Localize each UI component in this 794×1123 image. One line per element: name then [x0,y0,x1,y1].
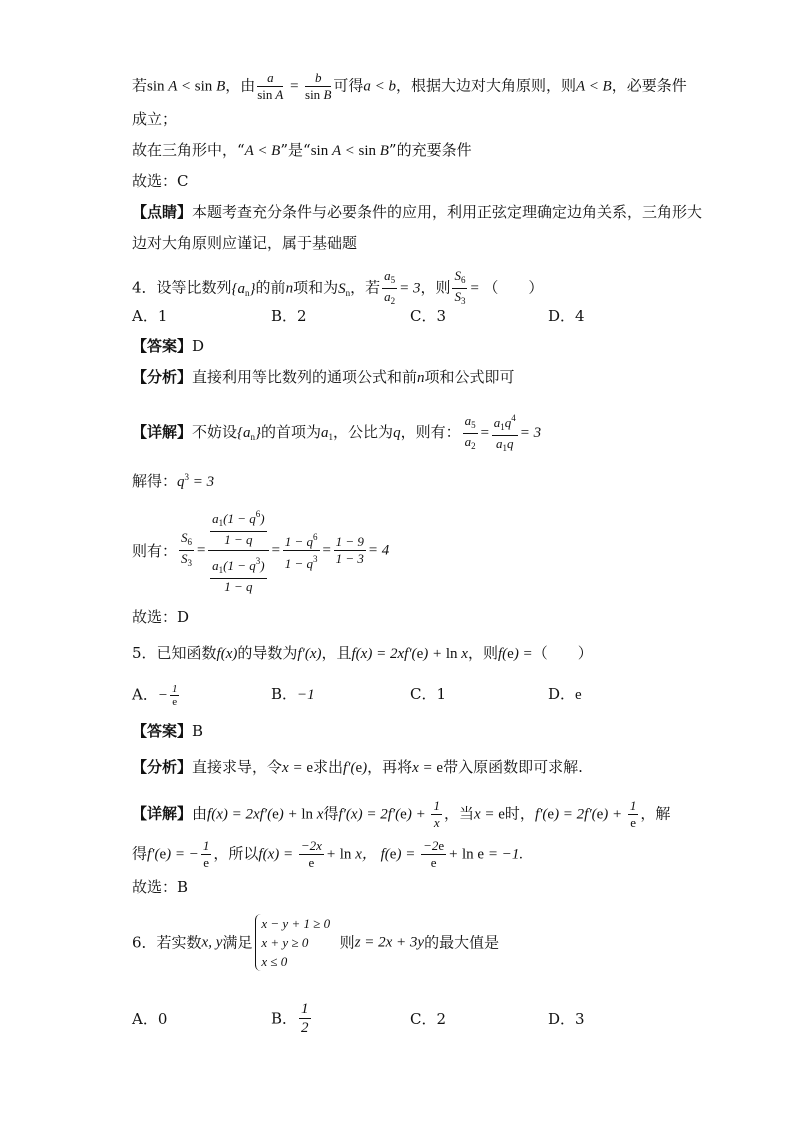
analysis-text: 直接求导，令 [192,758,283,776]
q4-text: （ ） [483,278,544,297]
comment-text: 本题考查充分条件与必要条件的应用，利用正弦定理确定边角关系，三角形大 [192,203,703,221]
q4-detail: 【详解】不妨设$\{a_n\}$的首项为$a_1$，公比为q，则有： $\frac{a_5}{a_2}$ = $\frac{a_1q^4}{a_1q}$ = 3 [132,410,541,456]
q5-text: ，且 [321,644,352,662]
q4-text: ，若 [350,278,381,297]
detail-text: ，则有： [400,423,461,441]
q5-detail-line-2: 得f′(e) = − $\frac{1}{e}$ ，所以f(x) = $\frac{-2x}{e}$ + ln x， f(e) = $\frac{-2e}{e}$ + ln e = −1. [132,838,524,870]
detail-text: 得 [323,804,339,823]
q6-text: 满足 [222,933,253,952]
q4-text: 的前 [255,278,286,297]
math: sin A < sin B [310,143,389,159]
option-label: A． [132,685,158,704]
detail-text: 时， [504,804,535,823]
analysis-tag: 【分析】 [132,368,193,386]
detail-text: 由 [192,804,208,823]
analysis-tag: 【分析】 [132,758,193,776]
math-fraction: $\frac{b}{\text{sin B}}$ [305,70,332,102]
math: $S_n$ [338,280,351,298]
math-fraction: $\frac{S_6}{S_3}$ [454,268,466,306]
detail-text: ，所以 [213,844,259,863]
q4-text: 4．设等比数列 [132,278,232,297]
q5-text: （ ） [532,644,593,662]
detail-text: 的首项为 [261,423,322,441]
math-fraction: $\frac{a_5}{a_2}$ [464,412,476,451]
q3-comment-line-2: 边对大角原则应谨记，属于基础题 [132,234,358,252]
q5-answer-select: 故选：B [132,878,189,896]
math-system: x − y + 1 ≥ 0 x + y ≥ 0 x ≤ 0 [255,914,330,971]
q6-option-c: C．2 [410,1010,447,1028]
q5-text: 的导数为 [237,644,298,662]
math-compound-fraction: $\frac{\frac{a_1(1 - q^6)}{1 - q}}{\frac{a_1(1 - q^3)}{1 - q}}$ [208,506,268,595]
q5-answer [132,720,203,742]
detail-tag: 【详解】 [132,423,193,441]
math-fraction: $\frac{1 - q^6}{1 - q^3}$ [283,529,320,572]
detail-text: 则有： [132,541,178,560]
q5-option-b: B．−1 [271,685,315,703]
analysis-text: 求出 [312,758,343,776]
q6-text: 6．若实数 [132,933,202,952]
q4-analysis: 【分析】直接利用等比数列的通项公式和前n项和公式即可 [132,368,515,386]
q6-option-b [271,1000,313,1037]
detail-tag: 【详解】 [132,804,193,823]
math-fraction: $\frac{1}{x}$ [433,798,440,830]
q5-detail-line-1: 【详解】由f(x) = 2xf′(e) + ln x得f′(x) = 2f′(e) + $\frac{1}{x}$ ，当x = e时，f′(e) = 2f′(e) + $\frac{1}{e}$ ，解 [132,798,671,830]
q3-comment-line-1 [132,201,702,223]
detail-text: ，解 [640,804,671,823]
q5-option-a: A．− $\frac{1}{e}$ [132,683,178,708]
q4-answer-select: 故选：D [132,608,190,626]
math-fraction: $\frac{1}{e}$ [629,798,637,830]
q3-answer-select: 故选：C [132,172,189,190]
option-label: D． [548,685,576,703]
math-fraction: $\frac{-2x}{e}$ [300,838,322,870]
detail-text: ，公比为 [333,423,394,441]
math: n [285,280,294,297]
q3-text: 若 [132,76,148,95]
q6-text: 的最大值是 [424,933,500,952]
q4-option-b: B．2 [271,307,307,325]
comment-tag: 【点睛】 [132,203,193,221]
q3-text: ”是“ [280,141,311,159]
detail-text: 解得： [132,472,178,490]
detail-text: 不妨设 [192,423,238,441]
q3-line-2: 成立； [132,110,178,128]
math: A < B [576,78,612,95]
answer-value: B [192,722,204,740]
q4-option-a: A．1 [132,307,168,325]
q4-text: ，则 [420,278,451,297]
q5-stem: 5．已知函数f(x)的导数为f′(x)，且f(x) = 2xf′(e) + ln x，则f(e) =（ ） [132,644,593,662]
math-fraction: $\frac{S_6}{S_3}$ [181,530,193,568]
answer-value: D [192,337,205,355]
math: $\{a_n\}$ [231,280,256,298]
q5-analysis: 【分析】直接求导，令x = e求出f′(e)，再将x = e带入原函数即可求解. [132,758,583,776]
q3-text: ，由 [225,76,256,95]
q4-option-d: D．4 [548,307,585,325]
math-fraction: $\frac{1}{2}$ [301,1001,309,1036]
answer-tag: 【答案】 [132,722,193,740]
q3-text: ，必要条件 [611,76,687,95]
q4-solve: 解得：$q^3 = 3$ [132,472,215,490]
q6-text: 则 [339,933,355,952]
q4-result: 则有： $\frac{S_6}{S_3}$ = $\frac{\frac{a_1(1 - q^6)}{1 - q}}{\frac{a_1(1 - q^3)}{1 - q}}$ = $\frac{1 - q^6}{1 - q^3}$ = $\frac{1 - 9}{1 - 3}$ = 4 [132,506,389,595]
q5-option-c: C．1 [410,685,447,703]
analysis-text: ，再将 [367,758,413,776]
option-label: B． [271,1009,298,1028]
math-fraction: $\frac{1 - 9}{1 - 3}$ [335,534,364,566]
q3-line-1: 若sin A < sin B，由 $\frac{a}{\text{sin A}}$ = $\frac{b}{\text{sin B}}$ 可得a < b，根据大边对大角原则，则A < B，必要条件 [132,70,687,102]
q3-text: ”的充要条件 [388,141,472,159]
q3-text: 故在三角形中，“ [132,141,245,159]
q6-stem: 6．若实数x, y满足x − y + 1 ≥ 0 x + y ≥ 0 x ≤ 0 则z = 2x + 3y的最大值是 [132,916,500,969]
q3-text: 可得 [333,76,364,95]
math-fraction: $\frac{1}{e}$ [171,683,178,708]
q5-text: 5．已知函数 [132,644,217,662]
q5-text: ，则 [467,644,498,662]
math: A < B [244,143,281,159]
q4-text: 项和为 [293,278,339,297]
q4-stem: 4．设等比数列$\{a_n\}$的前n项和为$S_n$，若 $\frac{a_5}{a_2}$ = 3，则 $\frac{S_6}{S_3}$ = （ ） [132,268,543,309]
q3-line-3 [132,139,472,162]
q6-option-d: D．3 [548,1010,585,1028]
detail-text: ，当 [443,804,474,823]
option-label: B． [271,685,298,703]
answer-tag: 【答案】 [132,337,193,355]
q4-answer [132,335,204,357]
q6-option-a: A．0 [132,1010,168,1028]
math-fraction: $\frac{-2e}{e}$ [423,838,445,870]
math-fraction: $\frac{a}{\text{sin A}}$ [257,70,284,102]
math-fraction: $\frac{1}{e}$ [202,838,210,870]
math: sin A < sin B [147,78,226,95]
math-fraction: $\frac{a_5}{a_2}$ [384,268,396,306]
q3-text: ，根据大边对大角原则，则 [396,76,577,95]
analysis-text: 带入原函数即可求解. [443,758,583,776]
analysis-text: 直接利用等比数列的通项公式和前 [192,368,418,386]
q5-option-d: D．e [548,685,582,703]
analysis-text: 项和公式即可 [424,368,515,386]
detail-text: 得 [132,844,148,863]
q4-option-c: C．3 [410,307,447,325]
math: a < b [363,78,397,95]
math-fraction: $\frac{a_1q^4}{a_1q}$ [492,410,518,456]
